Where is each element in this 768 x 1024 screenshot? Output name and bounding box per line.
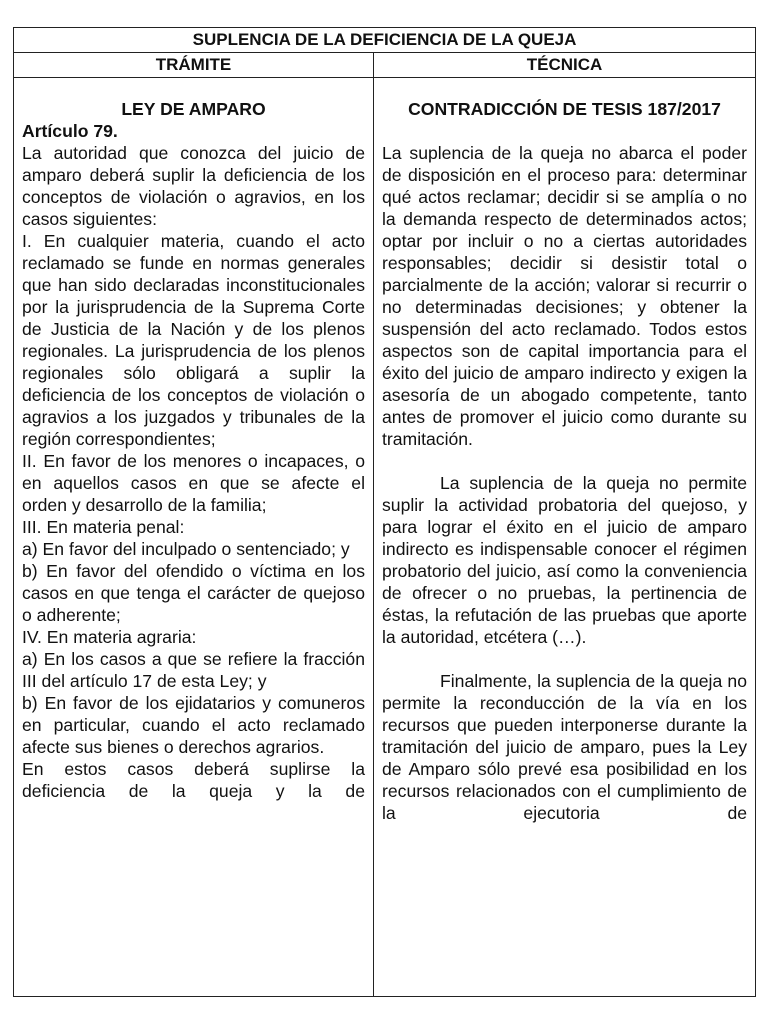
- law-closing-paragraph: En estos casos deberá suplirse la deficiencia de la queja y la de: [22, 759, 365, 801]
- law-heading: LEY DE AMPARO: [121, 99, 266, 119]
- document-title: SUPLENCIA DE LA DEFICIENCIA DE LA QUEJA: [14, 28, 756, 53]
- thesis-paragraph-3: Finalmente, la suplencia de la queja no permite la reconducción de la vía en los recursos que pueden interponerse durante la tramitación del juicio de amparo, pues la Ley de Amparo sólo prevé esa posibilidad en los recursos relacionados con el cumplimiento de la ejecutoria de: [382, 671, 748, 823]
- law-fraction-iii: III. En materia penal:: [22, 517, 185, 537]
- tecnica-column: [374, 78, 756, 997]
- table-title-row: [14, 28, 756, 53]
- table-header-row: [14, 53, 756, 78]
- thesis-paragraph-1: La suplencia de la queja no abarca el poder de disposición en el proceso para: determinar qué actos reclamar; decidir si se amplía o no la demanda respecto de determinados actos; optar por incluir o no a ciertas autoridades responsables; decidir si desistir total o parcialmente de la acción; valorar si recurrir o no determinadas decisiones; y obtener la suspensión del acto reclamado. Todos estos aspectos son de capital importancia para el éxito del juicio de amparo indirecto y exigen la asesoría de un abogado competente, tanto antes de promover el juicio como durante su tramitación.: [382, 143, 748, 449]
- column-header-tramite: TRÁMITE: [14, 53, 374, 78]
- thesis-heading: CONTRADICCIÓN DE TESIS 187/2017: [408, 99, 721, 119]
- comparison-table: [13, 27, 756, 997]
- column-header-tecnica: TÉCNICA: [374, 53, 756, 78]
- law-fraction-i: I. En cualquier materia, cuando el acto reclamado se funde en normas generales que han sido declaradas inconstitucionales por la jurisprudencia de la Suprema Corte de Justicia de la Nación y de los plenos regionales. La jurisprudencia de los plenos regionales sólo obligará a suplir la deficiencia de los conceptos de violación o agravios a los juzgados y tribunales de la región correspondientes;: [22, 231, 365, 449]
- law-paragraph: La autoridad que conozca del juicio de amparo deberá suplir la deficiencia de los conceptos de violación o agravios, en los casos siguientes:: [22, 143, 365, 229]
- law-fraction-iv-a: a) En los casos a que se refiere la fracción III del artículo 17 de esta Ley; y: [22, 649, 365, 691]
- thesis-paragraph-2: La suplencia de la queja no permite suplir la actividad probatoria del quejoso, y para lograr el éxito en el juicio de amparo indirecto es indispensable conocer el régimen probatorio del juicio, así como la conveniencia de ofrecer o no pruebas, la pertinencia de éstas, la refutación de las pruebas que aporte la autoridad, etcétera (…).: [382, 473, 748, 647]
- law-fraction-iii-a: a) En favor del inculpado o sentenciado; y: [22, 539, 350, 559]
- law-fraction-iv-b: b) En favor de los ejidatarios y comuneros en particular, cuando el acto reclamado afecte sus bienes o derechos agrarios.: [22, 693, 365, 757]
- table-body-row: [14, 78, 756, 997]
- tramite-column: [14, 78, 374, 997]
- law-fraction-ii: II. En favor de los menores o incapaces, o en aquellos casos en que se afecte el orden y desarrollo de la familia;: [22, 451, 365, 515]
- law-fraction-iv: IV. En materia agraria:: [22, 627, 197, 647]
- article-number: Artículo 79.: [22, 121, 118, 141]
- law-fraction-iii-b: b) En favor del ofendido o víctima en los casos en que tenga el carácter de quejoso o adherente;: [22, 561, 365, 625]
